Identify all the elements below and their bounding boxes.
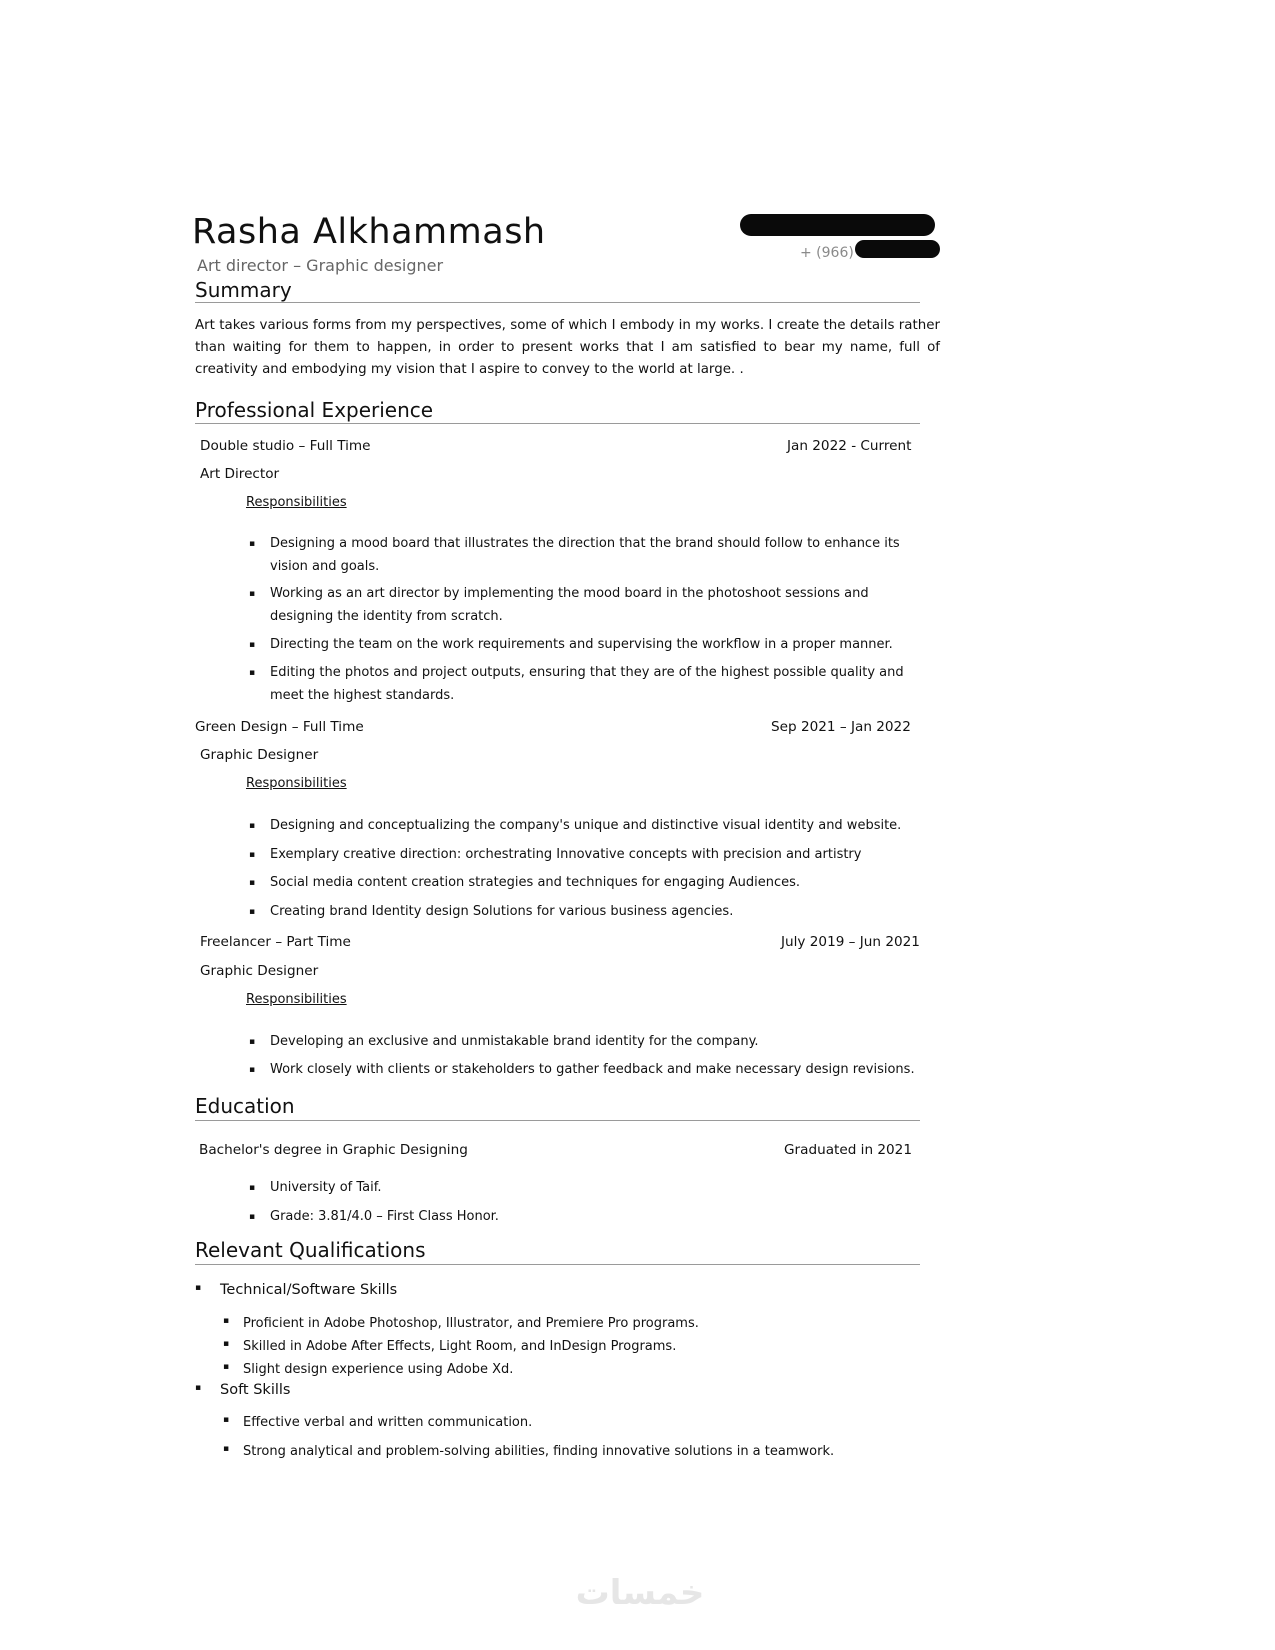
list-item: ▪ Working as an art director by implementing the mood board in the photoshoot sessions and designing the identity from scratch. [270,583,930,628]
job-role: Graphic Designer [200,747,319,763]
divider [195,423,920,424]
job-role: Graphic Designer [200,963,319,979]
candidate-name: Rasha Alkhammash [192,212,546,252]
list-item: ▪ Proficient in Adobe Photoshop, Illustrator, and Premiere Pro programs. [243,1316,699,1331]
list-item: ▪ Effective verbal and written communication. [243,1415,532,1430]
list-item: ▪ Slight design experience using Adobe Xd. [243,1362,513,1377]
responsibilities-label: Responsibilities [246,776,347,791]
job-company: Double studio – Full Time [200,438,371,454]
summary-text: Art takes various forms from my perspectives, some of which I embody in my works. I create the details rather than waiting for them to happen, in order to present works that I am satisfied to bear my name, full of creativity and embodying my vision that I aspire to convey to the world at large. . [195,318,940,377]
job-dates: Sep 2021 – Jan 2022 [771,719,911,735]
khamsat-watermark-logo [560,1572,720,1612]
watermark-icon [560,1572,720,1612]
list-item: ▪ Grade: 3.81/4.0 – First Class Honor. [270,1206,930,1229]
list-item: ▪ Strong analytical and problem-solving abilities, finding innovative solutions in a teamwork. [243,1444,834,1459]
redacted-email [740,214,935,236]
list-item: ▪ Designing a mood board that illustrates the direction that the brand should follow to enhance its vision and goals. [270,533,930,578]
job-role: Art Director [200,466,280,482]
list-item: ▪ Skilled in Adobe After Effects, Light Room, and InDesign Programs. [243,1339,676,1354]
phone-prefix: + (966) [800,245,854,261]
section-qualifications-heading: Relevant Qualifications [195,1238,426,1262]
list-item: ▪ Directing the team on the work requirements and supervising the workflow in a proper manner. [270,634,930,657]
section-education-heading: Education [195,1094,295,1118]
svg-text:خمسات: خمسات [575,1573,705,1612]
divider [195,1264,920,1265]
qualification-group-title: ▪ Technical/Software Skills [220,1282,397,1298]
divider [195,302,920,303]
list-item: ▪ Social media content creation strategies and techniques for engaging Audiences. [270,872,930,895]
responsibilities-label: Responsibilities [246,992,347,1007]
job-company: Freelancer – Part Time [200,934,351,950]
job-company: Green Design – Full Time [195,719,364,735]
section-experience-heading: Professional Experience [195,398,434,422]
list-item: ▪ Developing an exclusive and unmistakable brand identity for the company. [270,1031,930,1054]
list-item: ▪ Work closely with clients or stakeholders to gather feedback and make necessary design revisions. [270,1059,930,1082]
list-item: ▪ Editing the photos and project outputs, ensuring that they are of the highest possible quality and meet the highest standards. [270,662,930,707]
divider [195,1120,920,1121]
section-summary-heading: Summary [195,278,292,302]
list-item: ▪ Exemplary creative direction: orchestrating Innovative concepts with precision and artistry [270,844,930,867]
candidate-title: Art director – Graphic designer [197,256,444,275]
education-graduated: Graduated in 2021 [784,1142,912,1158]
list-item: ▪ Designing and conceptualizing the company's unique and distinctive visual identity and website. [270,815,930,838]
education-degree: Bachelor's degree in Graphic Designing [199,1142,468,1158]
job-dates: Jan 2022 - Current [787,438,912,454]
job-dates: July 2019 – Jun 2021 [781,934,920,950]
responsibilities-label: Responsibilities [246,495,347,510]
redacted-phone [855,240,940,258]
qualification-group-title: ▪ Soft Skills [220,1382,290,1398]
list-item: ▪ Creating brand Identity design Solutions for various business agencies. [270,901,930,924]
list-item: ▪ University of Taif. [270,1177,930,1200]
